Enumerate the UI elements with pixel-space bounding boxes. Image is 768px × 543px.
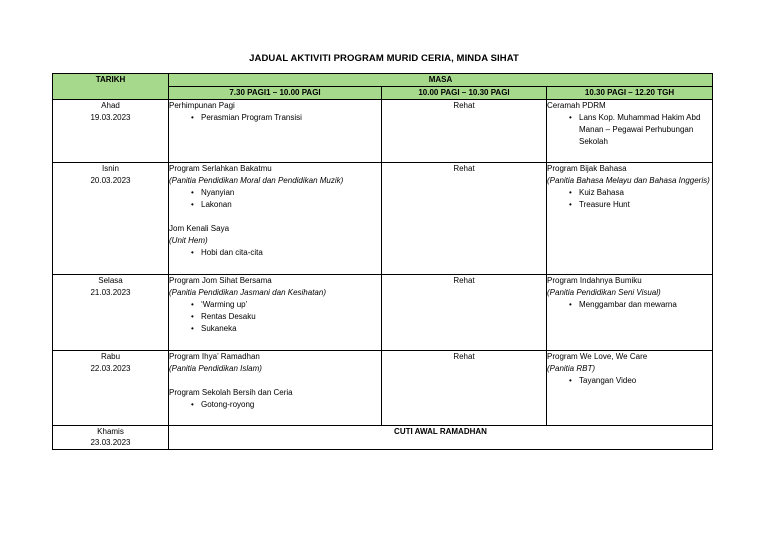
rehat-cell: Rehat xyxy=(382,275,547,351)
program-title: Jom Kenali Saya xyxy=(169,224,230,233)
program-panitia: (Unit Hem) xyxy=(169,236,208,245)
date-label: 21.03.2023 xyxy=(90,288,131,297)
activity-cell xyxy=(169,100,382,163)
program-panitia: (Panitia Bahasa Melayu dan Bahasa Inggeris) xyxy=(547,176,710,185)
date-label: 23.03.2023 xyxy=(90,438,131,447)
date-label: 20.03.2023 xyxy=(90,176,131,185)
date-cell xyxy=(53,351,169,426)
table-row xyxy=(53,163,713,275)
list-item: • Sukaneka xyxy=(191,323,381,335)
header-masa: MASA xyxy=(169,74,713,87)
program-title: Program Sekolah Bersih dan Ceria xyxy=(169,388,293,397)
list-item: • Kuiz Bahasa xyxy=(569,187,712,199)
header-slot-2: 10.00 PAGI – 10.30 PAGI xyxy=(382,87,547,100)
activity-cell xyxy=(547,163,713,275)
list-item: • ‘Warming up’ xyxy=(191,299,381,311)
program-title: Program Bijak Bahasa xyxy=(547,164,627,173)
activity-cell xyxy=(547,351,713,426)
table-row xyxy=(53,351,713,426)
day-label: Khamis xyxy=(97,427,124,436)
program-title: Program Jom Sihat Bersama xyxy=(169,276,272,285)
header-slot-1: 7.30 PAGI1 – 10.00 PAGI xyxy=(169,87,382,100)
list-item: • Lakonan xyxy=(191,199,381,211)
header-slot-3: 10.30 PAGI – 12.20 TGH xyxy=(547,87,713,100)
list-item: • Gotong-royong xyxy=(191,399,381,411)
day-label: Ahad xyxy=(101,101,120,110)
date-cell xyxy=(53,426,169,450)
schedule-table xyxy=(52,73,713,450)
table-row xyxy=(53,100,713,163)
date-label: 22.03.2023 xyxy=(90,364,131,373)
date-cell xyxy=(53,100,169,163)
date-cell xyxy=(53,275,169,351)
list-item: • Menggambar dan mewarna xyxy=(569,299,712,311)
header-tarikh: TARIKH xyxy=(53,74,169,100)
program-title: Program Ihya’ Ramadhan xyxy=(169,352,260,361)
activity-cell xyxy=(169,275,382,351)
activity-cell xyxy=(547,275,713,351)
table-row xyxy=(53,275,713,351)
program-panitia: (Panitia RBT) xyxy=(547,364,596,373)
program-panitia: (Panitia Pendidikan Moral dan Pendidikan Muzik) xyxy=(169,176,344,185)
program-panitia: (Panitia Pendidikan Islam) xyxy=(169,364,262,373)
program-title: Program Serlahkan Bakatmu xyxy=(169,164,272,173)
list-item: • Perasmian Program Transisi xyxy=(191,112,381,124)
date-label: 19.03.2023 xyxy=(90,113,131,122)
day-label: Selasa xyxy=(98,276,123,285)
date-cell xyxy=(53,163,169,275)
list-item: • Nyanyian xyxy=(191,187,381,199)
activity-cell xyxy=(169,163,382,275)
list-item: • Tayangan Video xyxy=(569,375,712,387)
program-title: Program We Love, We Care xyxy=(547,352,648,361)
program-title: Program Indahnya Bumiku xyxy=(547,276,642,285)
program-panitia: (Panitia Pendidikan Jasmani dan Kesihatan) xyxy=(169,288,326,297)
list-item: • Lans Kop. Muhammad Hakim Abd Manan – Pegawai Perhubungan Sekolah xyxy=(569,112,712,148)
list-item: • Treasure Hunt xyxy=(569,199,712,211)
list-item: • Rentas Desaku xyxy=(191,311,381,323)
activity-cell xyxy=(169,351,382,426)
table-row xyxy=(53,426,713,450)
day-label: Rabu xyxy=(100,352,121,361)
rehat-cell: Rehat xyxy=(382,163,547,275)
holiday-cell: CUTI AWAL RAMADHAN xyxy=(169,426,713,450)
page-title: JADUAL AKTIVITI PROGRAM MURID CERIA, MINDA SIHAT xyxy=(249,53,519,64)
list-item: • Hobi dan cita-cita xyxy=(191,247,381,259)
program-panitia: (Panitia Pendidikan Seni Visual) xyxy=(547,288,661,297)
rehat-cell: Rehat xyxy=(382,351,547,426)
program-title: Ceramah PDRM xyxy=(547,101,606,110)
program-title: Perhimpunan Pagi xyxy=(169,101,235,110)
rehat-cell: Rehat xyxy=(382,100,547,163)
activity-cell xyxy=(547,100,713,163)
day-label: Isnin xyxy=(102,164,119,173)
